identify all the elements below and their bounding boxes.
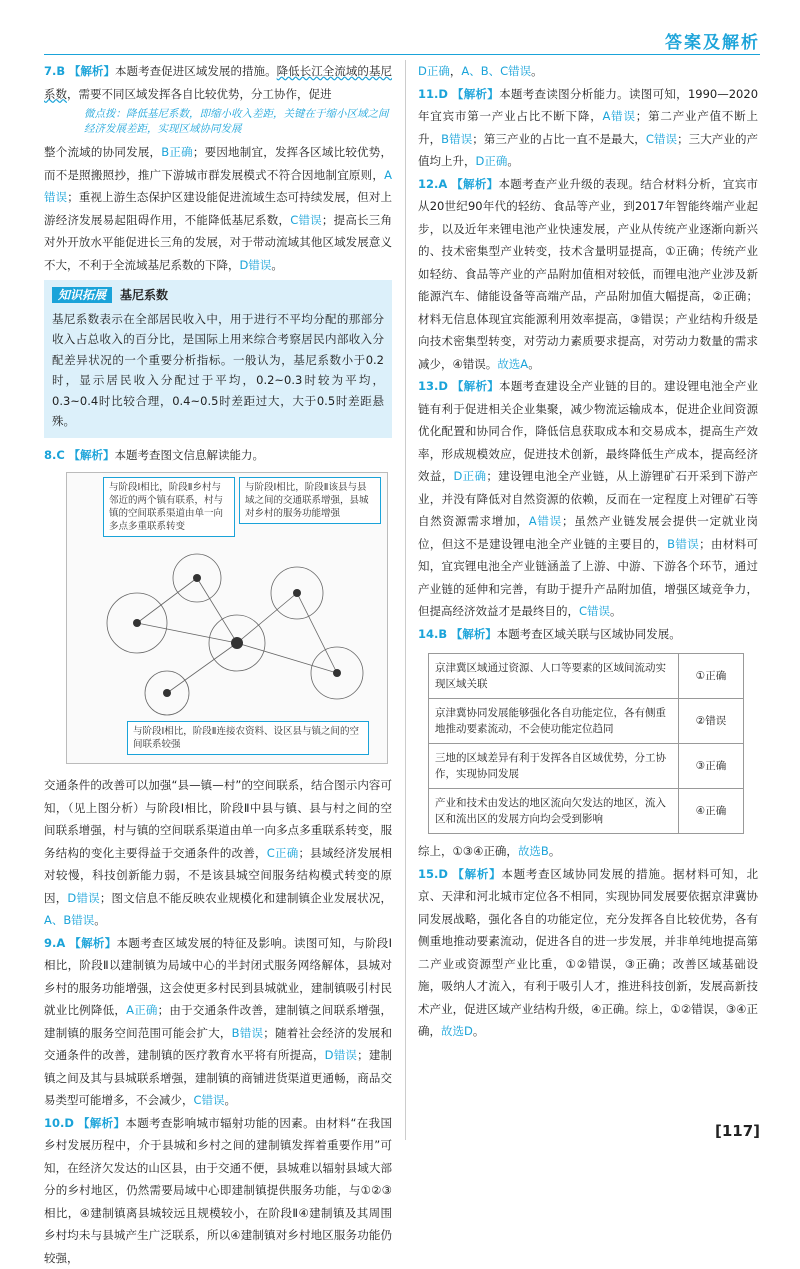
verdict: B错误 xyxy=(232,1026,264,1040)
text: ；要因地制宜，发挥各区域比较优势，而不是照搬照抄，推广下游城市群发展模式不符合因地制宜原则， xyxy=(44,145,392,182)
verdict: C错误 xyxy=(194,1093,225,1107)
text: 交通条件的改善可以加强“县—镇—村”的空间联系，结合图示内容可知，（见上图分析）与阶段Ⅰ相比，阶段Ⅱ中县与镇、县与村之间的空间联系增强，村与镇的空间联系渠道由单一向多点多重联系转变，服务结构的变化主要得益于交通条件的改善， xyxy=(44,778,392,860)
text: 整个流域的协同发展， xyxy=(44,145,161,159)
text: ；重视上游生态保护区建设能促进流域生态可持续发展，但对上游经济发展易起阻碍作用，不能降低基尼系数， xyxy=(44,190,392,227)
table-row xyxy=(429,744,744,789)
analysis-tag: 【解析】 xyxy=(69,64,115,78)
analysis-tag: 【解析】 xyxy=(452,867,501,881)
knowledge-pill: 知识拓展 xyxy=(52,287,112,303)
table-verdict: ③正确 xyxy=(679,744,744,789)
table-row xyxy=(429,654,744,699)
verdict: C正确 xyxy=(267,846,299,860)
answer-8-body xyxy=(44,774,392,932)
table-verdict: ②错误 xyxy=(679,699,744,744)
town-node xyxy=(293,589,301,597)
text: ；虽然产业链发展会提供一定就业岗位，但这不是建设锂电池全产业链的主要目的， xyxy=(418,514,758,551)
verdict: A错误 xyxy=(603,109,636,123)
table-cell: 三地的区域差异有利于发挥各自区域优势，分工协作，实现协同发展 xyxy=(429,744,679,789)
text: 。 xyxy=(610,604,622,618)
answer-14 xyxy=(418,623,758,646)
text: 本题考查影响城市辐射功能的因素。由材料“在我国乡村发展历程中，介于县城和乡村之间的建制镇发挥着重要作用”可知，在经济欠发达的山区县，由于交通不便，县城难以辐射县域大部分的乡村地区，仍然需要局域中心即建制镇提供服务功能，与①②③相比，④建制镇离县城较远且规模较小，在阶段Ⅱ④建制镇及其周围乡村均未与县城产生广泛联系，所以④建制镇对乡村地区服务功能仍较强， xyxy=(44,1116,392,1265)
verdict: A、B错误 xyxy=(44,913,94,927)
table-cell: 京津冀区域通过资源、人口等要素的区域间流动实现区域关联 xyxy=(429,654,679,699)
text: 。 xyxy=(549,844,561,858)
analysis-table xyxy=(428,653,744,834)
text: ；第三产业的占比一直不是最大， xyxy=(472,132,646,146)
town-node xyxy=(333,669,341,677)
analysis-tag: 【解析】 xyxy=(451,627,497,641)
answer-11 xyxy=(418,83,758,173)
text: 。 xyxy=(225,1093,237,1107)
town-node xyxy=(133,619,141,627)
verdict: A正确 xyxy=(126,1003,158,1017)
answer-7-cont xyxy=(44,141,392,276)
verdict: A、B、C错误 xyxy=(461,64,531,78)
answer-13 xyxy=(418,375,758,623)
answer-14-summary xyxy=(418,840,758,863)
analysis-tag: 【解析】 xyxy=(69,936,116,950)
county-node xyxy=(231,637,243,649)
text: 。 xyxy=(528,357,540,371)
verdict: D正确 xyxy=(418,64,450,78)
town-node xyxy=(193,574,201,582)
question-number: 13.D xyxy=(418,379,448,393)
text: ；提高长三角对外开放水平能促进长三角的发展，对于带动流域其他区域发展意义不大，不利于全流域基尼系数的下降， xyxy=(44,213,392,272)
network-diagram xyxy=(66,472,388,764)
text: ；县域经济发展相对较慢，科技创新能力弱，不是该县城空间服务结构模式转变的原因， xyxy=(44,846,392,905)
answer-12 xyxy=(418,173,758,376)
analysis-tag: 【解析】 xyxy=(451,177,498,191)
tip-note: 微点拨：降低基尼系数，即缩小收入差距，关键在于缩小区域之间经济发展差距，实现区域协同发展 xyxy=(44,107,392,137)
text: 本题考查读图分析能力。读图可知，1990—2020年宜宾市第一产业占比不断下降， xyxy=(418,87,758,124)
verdict: D错误 xyxy=(325,1048,357,1062)
answer-7 xyxy=(44,60,392,105)
text: 本题考查区域发展的特征及影响。读图可知，与阶段Ⅰ相比，阶段Ⅱ以建制镇为局域中心的半封闭式服务网络解体，县城对乡村的服务功能增强，这会使更多村民到县城就业，建制镇吸引村民就业比例降低， xyxy=(44,936,392,1018)
knowledge-text: 基尼系数表示在全部居民收入中，用于进行不平均分配的那部分收入占总收入的百分比，是国际上用来综合考察居民内部收入分配差异状况的一个重要分析指标。一般认为，基尼系数小于0.2时，显示居民收入分配过于平均，0.2~0.3时较为平均，0.3~0.4时比较合理，0.4~0.5时差距过大，大于0.5时差距悬殊。 xyxy=(52,309,384,432)
analysis-tag: 【解析】 xyxy=(452,379,499,393)
question-number: 11.D xyxy=(418,87,448,101)
table-cell: 京津冀协同发展能够强化各自功能定位，各有侧重地推动要素流动，不会使功能定位趋同 xyxy=(429,699,679,744)
analysis-tag: 【解析】 xyxy=(452,87,499,101)
verdict: C错误 xyxy=(646,132,677,146)
knowledge-title: 基尼系数 xyxy=(120,288,168,302)
verdict: 故选B xyxy=(518,844,549,858)
question-number: 15.D xyxy=(418,867,448,881)
text: ；建设锂电池全产业链，从上游锂矿石开采到下游产业，并没有降低对自然资源的依赖，反而在一定程度上对锂矿石等自然资源需求增加， xyxy=(418,469,758,528)
callout-3: 与阶段Ⅰ相比，阶段Ⅱ连接农资料、设区县与镇之间的空间联系较强 xyxy=(127,721,369,755)
text: ；三大产业的产值均上升， xyxy=(418,132,758,169)
text: 本题考查产业升级的表现。结合材料分析，宜宾市从20世纪90年代的轻纺、食品等产业，到2017年智能终端产业起步，以及近年来锂电池产业快速发展，产业从传统产业逐渐向新兴的、技术密集型产业转变，技术含量明显提高，①正确；传统产业如轻纺、食品等产业的产品附加值相对较低，而锂电池产业涉及新能源汽车、储能设备等高端产品，产品附加值大幅提高，②正确；材料无信息体现宜宾能源利用效率提高，③错误；产业结构升级是向技术密集型转变，对劳动力素质要求提高，对劳动力数量的需求减少，④错误。 xyxy=(418,177,758,371)
verdict: D错误 xyxy=(67,891,99,905)
answer-10 xyxy=(44,1112,392,1269)
knowledge-box xyxy=(44,280,392,438)
verdict: D正确 xyxy=(476,154,508,168)
text: ；第二产业产值不断上升， xyxy=(418,109,758,146)
question-number: 12.A xyxy=(418,177,447,191)
question-number: 7.B xyxy=(44,64,65,78)
verdict: 故选A xyxy=(497,357,528,371)
highlight: 降低长江全流域的基尼系数 xyxy=(44,64,392,101)
text: 本题考查图文信息解读能力。 xyxy=(114,448,264,462)
answer-9 xyxy=(44,932,392,1112)
verdict: B错误 xyxy=(441,132,472,146)
left-column xyxy=(44,60,392,1269)
table-verdict: ④正确 xyxy=(679,789,744,834)
verdict: B错误 xyxy=(667,537,699,551)
verdict: 故选D xyxy=(441,1024,473,1038)
analysis-tag: 【解析】 xyxy=(68,448,114,462)
text: 综上，①③④正确， xyxy=(418,844,518,858)
text: 。 xyxy=(507,154,519,168)
question-number: 9.A xyxy=(44,936,65,950)
analysis-tag: 【解析】 xyxy=(78,1116,125,1130)
verdict: A错误 xyxy=(529,514,562,528)
verdict: D正确 xyxy=(453,469,486,483)
verdict: A错误 xyxy=(44,168,392,205)
header-title: 答案及解析 xyxy=(665,28,760,53)
text: ；随着社会经济的发展和交通条件的改善，建制镇的医疗教育水平将有所提高， xyxy=(44,1026,392,1063)
town-node xyxy=(163,689,171,697)
text: ；由于交通条件改善，建制镇之间联系增强，建制镇的服务空间范围可能会扩大， xyxy=(44,1003,392,1040)
table-verdict: ①正确 xyxy=(679,654,744,699)
text: 本题考查促进区域发展的措施。 xyxy=(115,64,277,78)
verdict: B正确 xyxy=(161,145,193,159)
question-number: 14.B xyxy=(418,627,447,641)
question-number: 10.D xyxy=(44,1116,74,1130)
answer-8 xyxy=(44,444,392,467)
text: ；由材料可知，宜宾锂电池全产业链涵盖了上游、中游、下游各个环节，通过产业链的延伸和完善，有助于提升产品附加值，增强区域竞争力，但提高经济效益才是最终目的， xyxy=(418,537,758,619)
table-row xyxy=(429,699,744,744)
knowledge-box-head xyxy=(52,284,384,307)
text: 本题考查区域关联与区域协同发展。 xyxy=(497,627,681,641)
text: 。 xyxy=(271,258,283,272)
table-cell: 产业和技术由发达的地区流向欠发达的地区，流入区和流出区的发展方向均会受到影响 xyxy=(429,789,679,834)
verdict: C错误 xyxy=(290,213,322,227)
text: 。 xyxy=(94,913,106,927)
callout-1: 与阶段Ⅰ相比，阶段Ⅱ乡村与邻近的两个镇有联系，村与镇的空间联系渠道由单一向多点多重联系转变 xyxy=(103,477,235,537)
text: ，需要不同区域发挥各自比较优势，分工协作，促进 xyxy=(67,87,332,101)
text: 本题考查建设全产业链的目的。建设锂电池全产业链有利于促进相关企业集聚，减少物流运输成本，促进企业间资源优化配置和协同合作，降低信息获取成本和交易成本，提高生产效率，形成规模效应，促进技术创新，最终降低生产成本，提高经济效益， xyxy=(418,379,758,483)
text: 。 xyxy=(473,1024,485,1038)
page-number-value: 117 xyxy=(722,1122,753,1140)
answer-15 xyxy=(418,863,758,1043)
text: 本题考查区域协同发展的措施。据材料可知，北京、天津和河北城市定位各不相同，实现协同发展要依据京津冀协同发展战略，强化各自的功能定位，充分发挥各自比较优势，各有侧重地推动要素流动，促进各自的进一步发展，并非单纯地提高第二产业或资源型产业比重，①②错误，③正确；改善区域基础设施，吸纳人才流入，有利于吸引人才，推进科技创新，发展高新技术产业，促进区域产业结构升级，④正确。综上，①②错误，③④正确， xyxy=(418,867,758,1039)
verdict: D错误 xyxy=(240,258,272,272)
text: ；建制镇之间及其与县城联系增强，建制镇的商铺进货渠道更通畅，商品交易类型可能增多，不会减少， xyxy=(44,1048,392,1107)
header-rule xyxy=(44,54,760,55)
column-divider xyxy=(405,60,406,1140)
text: ；图文信息不能反映农业规模化和建制镇企业发展状况， xyxy=(100,891,392,905)
question-number: 8.C xyxy=(44,448,65,462)
callout-2: 与阶段Ⅰ相比，阶段Ⅱ该县与县域之间的交通联系增强，县城对乡村的服务功能增强 xyxy=(239,477,381,524)
verdict: C错误 xyxy=(579,604,610,618)
text: 。 xyxy=(531,64,543,78)
page-header xyxy=(0,28,800,56)
text: ， xyxy=(450,64,462,78)
page-number: [117] xyxy=(715,1122,760,1140)
table-row xyxy=(429,789,744,834)
right-column xyxy=(418,60,758,1043)
answer-10-cont xyxy=(418,60,758,83)
